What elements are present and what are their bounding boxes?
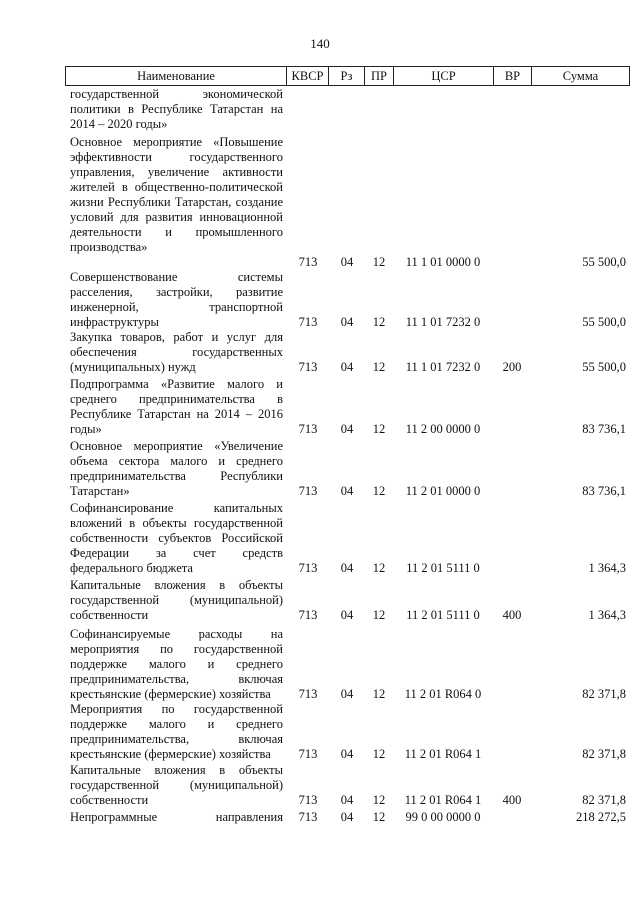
table-row	[0, 501, 640, 576]
row-name: Мероприятия по государственной поддержке малого и среднего предпринимательства, включая крестьянские (фермерские) хозяйства	[70, 702, 283, 761]
row-pr: 12	[372, 315, 386, 329]
row-csr: 11 2 01 5111 0	[406, 561, 480, 575]
row-sum: 83 736,1	[582, 422, 626, 436]
row-sum: 55 500,0	[582, 360, 626, 374]
row-rz: 04	[340, 747, 354, 761]
table-row	[0, 763, 640, 808]
row-name: Подпрограмма «Развитие малого и среднего предпринимательства в Республике Татарстан на 2014 – 2016 годы»	[70, 377, 283, 436]
table-row	[0, 439, 640, 499]
row-sum: 82 371,8	[582, 793, 626, 807]
row-csr: 11 1 01 7232 0	[405, 360, 481, 374]
row-kvsr: 713	[298, 484, 318, 498]
row-kvsr: 713	[298, 608, 318, 622]
row-csr: 11 1 01 0000 0	[405, 255, 481, 269]
row-rz: 04	[340, 561, 354, 575]
row-sum: 218 272,5	[576, 810, 626, 824]
row-csr: 11 2 00 0000 0	[405, 422, 481, 436]
table-row	[0, 702, 640, 762]
row-sum: 55 500,0	[582, 315, 626, 329]
row-pr: 12	[372, 360, 386, 374]
table-row	[0, 810, 640, 825]
row-sum: 1 364,3	[588, 608, 626, 622]
header-kvsr: КВСР	[287, 67, 329, 85]
table-row	[0, 330, 640, 375]
row-kvsr: 713	[298, 422, 318, 436]
row-vr: 400	[502, 793, 522, 807]
row-csr: 11 1 01 7232 0	[405, 315, 481, 329]
header-pr: ПР	[365, 67, 394, 85]
table-header	[65, 66, 630, 86]
row-rz: 04	[340, 687, 354, 701]
row-sum: 82 371,8	[582, 687, 626, 701]
row-name: Совершенствование системы расселения, застройки, развитие инженерной, транспортной инфраструктуры	[70, 270, 283, 329]
row-sum: 82 371,8	[582, 747, 626, 761]
row-name: Софинансирование капитальных вложений в объекты государственной собственности субъектов Российской Федерации за счет средств федерального бюджета	[70, 501, 283, 575]
row-csr: 99 0 00 0000 0	[405, 810, 481, 824]
row-kvsr: 713	[298, 315, 318, 329]
row-kvsr: 713	[298, 687, 318, 701]
row-name: Софинансируемые расходы на мероприятия по государственной поддержке малого и среднего предпринимательства, включая крестьянские (фермерские) хозяйства	[70, 627, 283, 701]
row-pr: 12	[372, 793, 386, 807]
row-sum: 55 500,0	[582, 255, 626, 269]
row-rz: 04	[340, 484, 354, 498]
row-pr: 12	[372, 484, 386, 498]
row-name: государственной экономической политики в Республике Татарстан на 2014 – 2020 годы»	[70, 87, 283, 131]
row-name: Основное мероприятие «Повышение эффективности государственного управления, увеличение активности жителей в общественно-политической жизни Республики Татарстан, создание условий для развития инновационной деятельности и промышленного производства»	[70, 135, 283, 254]
row-pr: 12	[372, 422, 386, 436]
table-row	[0, 135, 640, 270]
header-vr: ВР	[494, 67, 532, 85]
row-name: Капитальные вложения в объекты государственной (муниципальной) собственности	[70, 578, 283, 622]
header-name: Наименование	[66, 67, 287, 85]
row-rz: 04	[340, 315, 354, 329]
row-name: Закупка товаров, работ и услуг для обеспечения государственных (муниципальных) нужд	[70, 330, 283, 374]
row-name: Основное мероприятие «Увеличение объема сектора малого и среднего предпринимательства Республики Татарстан»	[70, 439, 283, 498]
header-sum: Сумма	[562, 69, 599, 83]
row-csr: 11 2 01 5111 0	[406, 608, 480, 622]
row-name: Капитальные вложения в объекты государственной (муниципальной) собственности	[70, 763, 283, 807]
row-csr: 11 2 01 R064 1	[404, 747, 482, 761]
row-pr: 12	[372, 747, 386, 761]
row-rz: 04	[340, 793, 354, 807]
row-vr: 200	[502, 360, 522, 374]
row-csr: 11 2 01 R064 1	[404, 793, 482, 807]
row-sum: 83 736,1	[582, 484, 626, 498]
table-row	[0, 377, 640, 437]
row-name: Непрограммные направления	[70, 810, 283, 824]
row-csr: 11 2 01 0000 0	[405, 484, 481, 498]
row-pr: 12	[372, 608, 386, 622]
row-pr: 12	[372, 810, 386, 824]
row-rz: 04	[340, 422, 354, 436]
row-sum: 1 364,3	[588, 561, 626, 575]
row-rz: 04	[340, 608, 354, 622]
row-pr: 12	[372, 255, 386, 269]
table-row	[0, 627, 640, 702]
table-row	[0, 578, 640, 623]
row-rz: 04	[340, 360, 354, 374]
row-pr: 12	[372, 561, 386, 575]
row-kvsr: 713	[298, 793, 318, 807]
row-kvsr: 713	[298, 255, 318, 269]
row-csr: 11 2 01 R064 0	[404, 687, 482, 701]
header-csr: ЦСР	[394, 67, 494, 85]
row-rz: 04	[340, 810, 354, 824]
header-rz: Рз	[329, 67, 365, 85]
row-rz: 04	[340, 255, 354, 269]
row-kvsr: 713	[298, 747, 318, 761]
row-kvsr: 713	[298, 810, 318, 824]
row-pr: 12	[372, 687, 386, 701]
page-number: 140	[310, 36, 330, 51]
row-kvsr: 713	[298, 360, 318, 374]
table-row	[0, 87, 640, 132]
row-kvsr: 713	[298, 561, 318, 575]
row-vr: 400	[502, 608, 522, 622]
table-row	[0, 270, 640, 330]
